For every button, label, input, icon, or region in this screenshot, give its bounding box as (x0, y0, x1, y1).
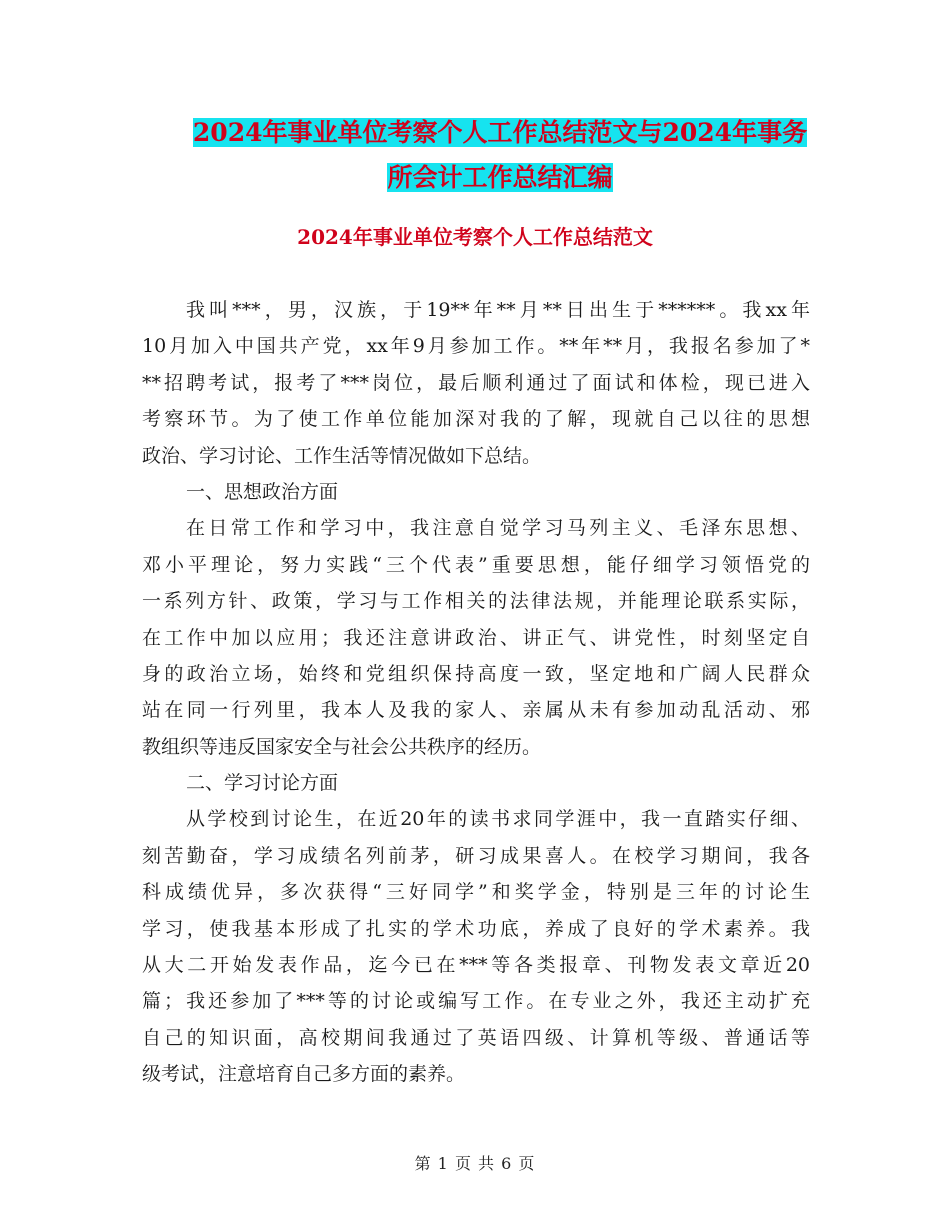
paragraph-line: 一系列方针、政策，学习与工作相关的法律法规，并能理论联系实际， (142, 590, 810, 613)
paragraph-line: 刻苦勤奋，学习成绩名列前茅，研习成果喜人。在校学习期间，我各 (142, 844, 810, 867)
paragraph-line: 从学校到讨论生，在近20年的读书求同学涯中，我一直踏实仔细、 (186, 808, 810, 831)
paragraph-line: 级考试，注意培育自己多方面的素养。 (142, 1063, 466, 1086)
paragraph-line: 政治、学习讨论、工作生活等情况做如下总结。 (142, 444, 542, 467)
title-line-2: 所会计工作总结汇编 (387, 163, 613, 192)
paragraph-line: 身的政治立场，始终和党组织保持高度一致，坚定地和广阔人民群众 (142, 662, 810, 685)
paragraph-line: 10月加入中国共产党，xx年9月参加工作。**年**月，我报名参加了* (142, 335, 810, 358)
section-title: 2024年事业单位考察个人工作总结范文 (297, 225, 653, 249)
paragraph-line: 我叫***，男，汉族，于19**年**月**日出生于******。我xx年 (186, 299, 810, 321)
paragraph-line: 站在同一行列里，我本人及我的家人、亲属从未有参加动乱活动、邪 (142, 699, 810, 722)
paragraph-line: 考察环节。为了使工作单位能加深对我的了解，现就自己以往的思想 (142, 408, 810, 431)
title-line-1: 2024年事业单位考察个人工作总结范文与2024年事务 (192, 118, 808, 147)
paragraph-line: 邓小平理论，努力实践“三个代表”重要思想，能仔细学习领悟党的 (142, 553, 810, 576)
heading-line: 一、思想政治方面 (186, 480, 339, 503)
paragraph-line: 科成绩优异，多次获得“三好同学”和奖学金，特别是三年的讨论生 (142, 881, 810, 904)
paragraph-line: 自己的知识面，高校期间我通过了英语四级、计算机等级、普通话等 (142, 1026, 810, 1049)
paragraph-line: 在工作中加以应用；我还注意讲政治、讲正气、讲党性，时刻坚定自 (142, 626, 810, 649)
paragraph-line: 教组织等违反国家安全与社会公共秩序的经历。 (142, 735, 542, 758)
heading-line: 二、学习讨论方面 (186, 772, 339, 795)
paragraph-line: **招聘考试，报考了***岗位，最后顺利通过了面试和体检，现已进入 (142, 371, 810, 394)
paragraph-line: 从大二开始发表作品，迄今已在***等各类报章、刊物发表文章近20 (142, 954, 810, 977)
document-title (140, 110, 860, 200)
body-text (142, 292, 810, 1093)
paragraph-line: 在日常工作和学习中，我注意自觉学习马列主义、毛泽东思想、 (186, 517, 810, 540)
page-footer: 第 1 页 共 6 页 (414, 1154, 536, 1173)
paragraph-line: 学习，使我基本形成了扎实的学术功底，养成了良好的学术素养。我 (142, 917, 810, 940)
paragraph-line: 篇；我还参加了***等的讨论或编写工作。在专业之外，我还主动扩充 (142, 990, 810, 1013)
